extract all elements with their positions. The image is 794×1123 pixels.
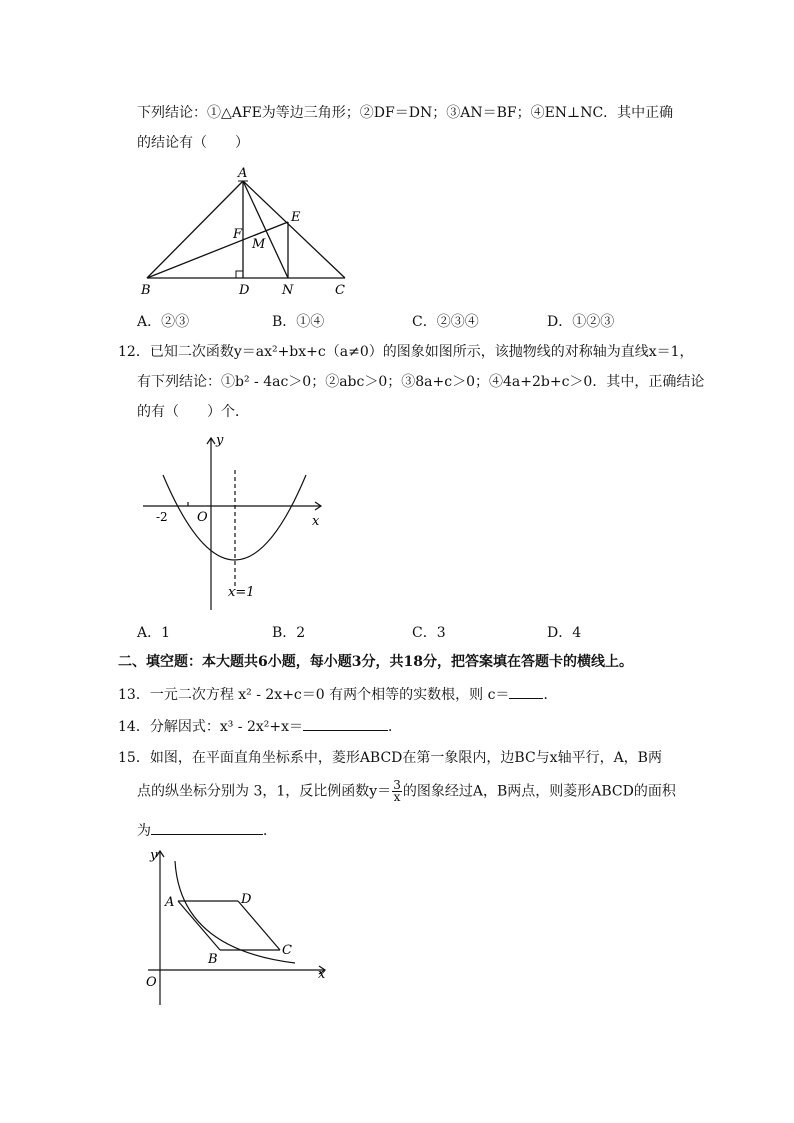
q15-rhombus-figure xyxy=(140,843,335,1013)
label-D: D xyxy=(241,892,252,907)
label-O: O xyxy=(146,975,157,990)
q11-option-a[interactable]: A．②③ xyxy=(137,314,190,330)
q13-suffix: ． xyxy=(543,687,558,703)
label-A: A xyxy=(238,166,248,181)
q12-text-line1: 12．已知二次函数y＝ax²+bx+c（a≠0）的图象如图所示，该抛物线的对称轴为直线x＝1， xyxy=(118,344,694,360)
q11-option-b[interactable]: B．①④ xyxy=(272,314,325,330)
q15-frac-den: x xyxy=(393,790,401,804)
label-C: C xyxy=(282,943,292,958)
q15-text-line1: 15．如图，在平面直角坐标系中，菱形ABCD在第一象限内，边BC与x轴平行，A，B两 xyxy=(118,750,662,766)
q13-text xyxy=(118,684,557,705)
label-C: C xyxy=(335,283,345,298)
q11-option-c[interactable]: C．②③④ xyxy=(412,314,479,330)
q12-parabola-figure xyxy=(138,430,328,615)
label-O: O xyxy=(197,510,208,525)
q15-line3-b: ． xyxy=(263,823,277,839)
label-x: x xyxy=(312,514,320,529)
section2-heading: 二、填空题：本大题共6小题，每小题3分，共18分，把答案填在答题卡的横线上。 xyxy=(118,654,633,670)
q11-option-d[interactable]: D．①②③ xyxy=(547,314,615,330)
q12-option-c[interactable]: C．3 xyxy=(412,625,446,641)
q15-frac-num: 3 xyxy=(393,778,401,792)
label-E: E xyxy=(291,210,301,225)
q12-text-line2: 有下列结论：①b² - 4ac＞0；②abc＞0；③8a+c＞0；④4a+2b+c＞0．其中，正确结论 xyxy=(137,374,705,390)
label-F: F xyxy=(233,227,243,242)
q12-text-line3: 的有（ ）个． xyxy=(137,404,249,420)
q12-option-d[interactable]: D．4 xyxy=(547,625,582,641)
q15-answer-blank[interactable] xyxy=(151,820,263,835)
label-B: B xyxy=(141,283,151,298)
label-y: y xyxy=(216,433,224,448)
q15-line2-a: 点的纵坐标分别为 3，1，反比例函数y＝ xyxy=(137,783,392,800)
label-axis: x=1 xyxy=(228,585,255,600)
q11-text-line1: 下列结论：①△AFE为等边三角形；②DF＝DN；③AN＝BF；④EN⊥NC．其中正确 xyxy=(137,105,674,121)
q14-suffix: ． xyxy=(388,719,402,735)
label-y: y xyxy=(150,848,158,863)
q15-fraction xyxy=(392,780,402,803)
q15-text-line2 xyxy=(137,780,676,803)
q14-text xyxy=(118,716,402,737)
q15-text-line3 xyxy=(137,820,277,841)
label-A: A xyxy=(165,895,175,910)
q15-line2-b: 的图象经过A，B两点，则菱形ABCD的面积 xyxy=(402,783,676,800)
label-x: x xyxy=(318,967,326,982)
q12-option-b[interactable]: B．2 xyxy=(272,625,306,641)
label-N: N xyxy=(282,283,294,298)
q13-answer-blank[interactable] xyxy=(509,684,543,699)
label-D: D xyxy=(239,283,250,298)
q14-answer-blank[interactable] xyxy=(303,716,388,731)
q13-prefix: 13．一元二次方程 x² - 2x+c＝0 有两个相等的实数根，则 c＝ xyxy=(118,687,510,703)
q15-line3-a: 为 xyxy=(137,823,151,839)
label-M: M xyxy=(252,237,266,252)
label-neg2: -2 xyxy=(156,510,168,524)
label-B: B xyxy=(208,952,218,967)
q11-triangle-figure xyxy=(135,165,355,300)
q11-text-line2: 的结论有（ ） xyxy=(137,135,249,151)
q12-option-a[interactable]: A．1 xyxy=(137,625,171,641)
q14-prefix: 14．分解因式：x³ - 2x²+x＝ xyxy=(118,719,303,735)
